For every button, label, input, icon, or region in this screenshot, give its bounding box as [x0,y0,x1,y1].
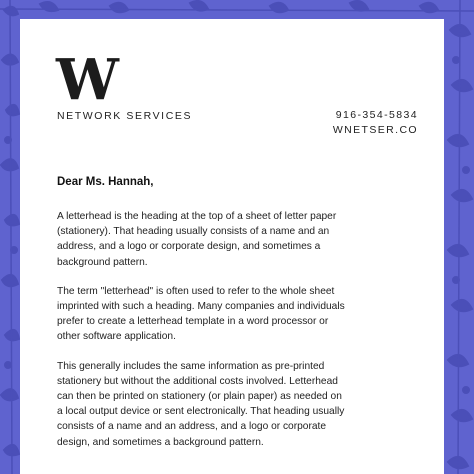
salutation: Dear Ms. Hannah, [57,176,154,188]
website: WNETSER.CO [332,124,418,136]
letter-body [57,209,347,464]
phone-number: 916-354-5834 [335,109,418,121]
body-paragraph-3: This generally includes the same information as pre-printed stationery but without the additional costs involved. Letterhead can then be printed on stationery (or plain paper) as needed on a local output device or sent electronically. That heading usually consists of a name and an address, and a logo or corporate design, and sometimes a background pattern. [57,360,345,448]
contact-info [333,108,418,138]
company-name: NETWORK SERVICES [57,110,193,122]
body-paragraph-2: The term "letterhead" is often used to refer to the whole sheet imprinted with such a heading. Many companies and individuals prefer to create a letterhead template in a word processor or other software application. [57,285,345,343]
company-logo: W [56,47,117,113]
letter-page [20,19,444,474]
body-paragraph-1: A letterhead is the heading at the top of a sheet of letter paper (stationery). That heading usually consists of a name and an address, and a logo or corporate design, and sometimes a background pattern. [57,211,337,268]
